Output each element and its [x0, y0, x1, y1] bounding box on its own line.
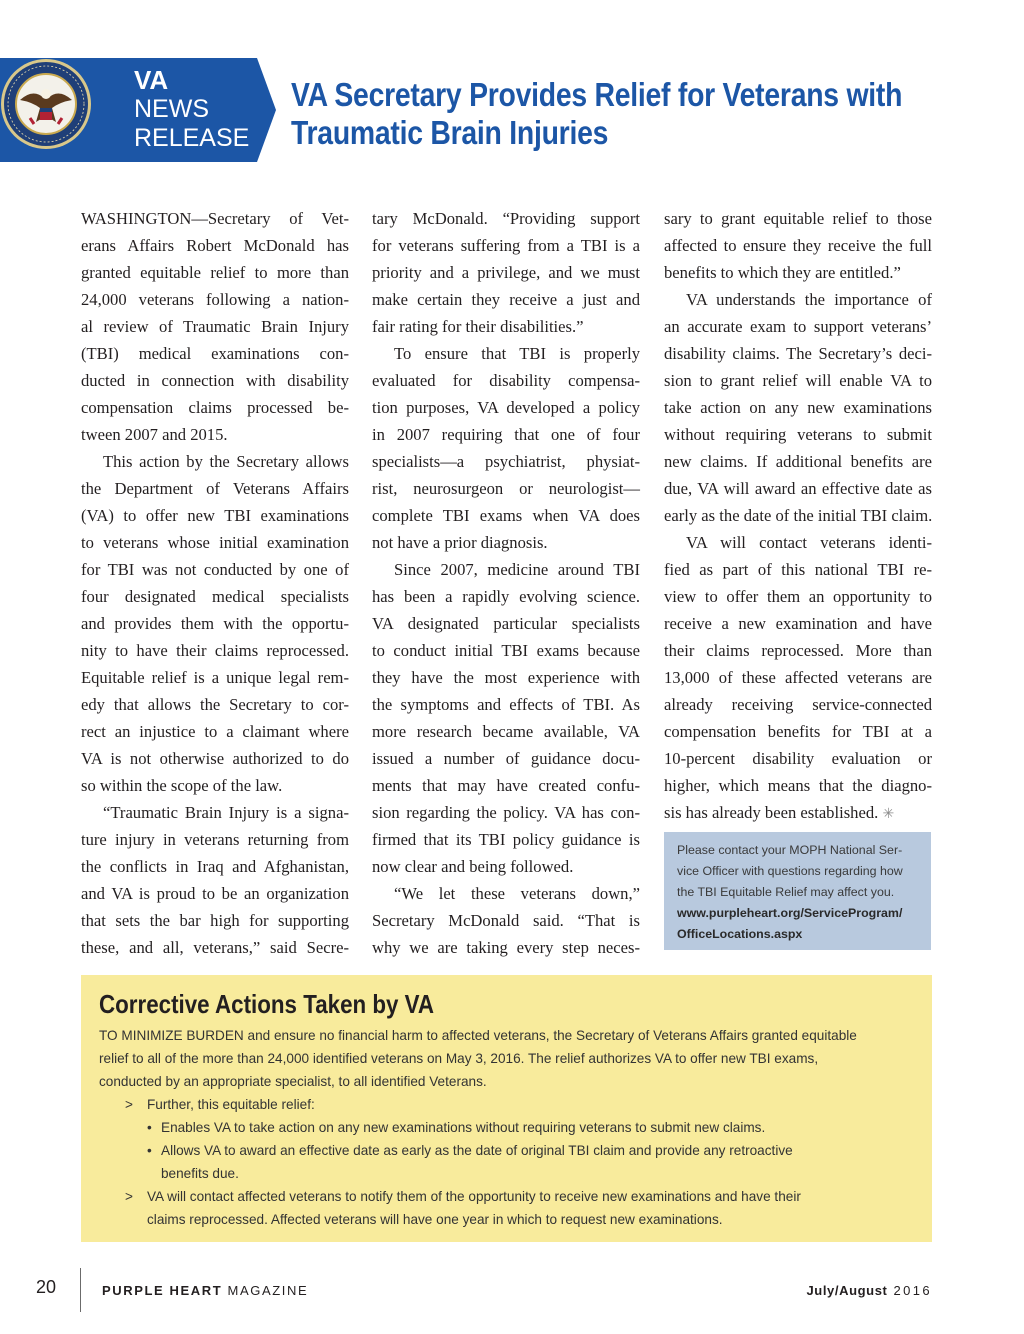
text-line: for TBI was not conducted by one of: [81, 560, 349, 579]
intro-line: relief to all of the more than 24,000 identified veterans on May 3, 2016. The relief authorizes VA to offer new TBI exams,: [99, 1051, 819, 1066]
text-line: firmed that its TBI policy guidance is: [372, 830, 640, 849]
text-line: they have the most experience with: [372, 668, 640, 687]
contact-line: Please contact your MOPH National Ser-: [677, 843, 903, 857]
text-line: tary McDonald. “Providing support: [372, 209, 640, 228]
magazine-name-rest: MAGAZINE: [222, 1283, 309, 1298]
page-title: [291, 76, 903, 152]
news-release-label: [134, 66, 249, 153]
text-line: why we are taking every step neces-: [372, 938, 640, 957]
list-item-text: VA will contact affected veterans to notify them of the opportunity to receive new examinations and have their: [147, 1189, 801, 1204]
text-line: evaluated for disability compensa-: [372, 371, 640, 390]
text-line: to conduct initial TBI exams because: [372, 641, 640, 660]
sub-item-text: Allows VA to award an effective date as early as the date of original TBI claim and provide any retroactive: [161, 1143, 793, 1158]
news-release-banner: [0, 58, 276, 162]
text-line: complete TBI exams when VA does: [372, 506, 640, 525]
corrective-title: Corrective Actions Taken by VA: [99, 989, 435, 1019]
bullet-icon: •: [147, 1143, 152, 1158]
text-line: VA is not otherwise authorized to do: [81, 749, 349, 768]
text-line: al review of Traumatic Brain Injury: [81, 317, 349, 336]
article-column-1: [81, 205, 349, 961]
label-news: NEWS: [134, 95, 209, 123]
text-line: not have a prior diagnosis.: [372, 533, 548, 552]
text-line: and VA is proud to be an organization: [81, 884, 349, 903]
intro-line: conducted by an appropriate specialist, to all identified Veterans.: [99, 1074, 487, 1089]
text-line: (VA) to offer new TBI examinations: [81, 506, 349, 525]
text-line: ducted in connection with disability: [81, 371, 349, 390]
footer-divider: [80, 1268, 81, 1312]
list-item-text: Further, this equitable relief:: [147, 1097, 315, 1112]
text-line: has been a rapidly evolving science.: [372, 587, 640, 606]
text-line: issued a number of guidance docu-: [372, 749, 640, 768]
text-line: the symptoms and effects of TBI. As: [372, 695, 640, 714]
sub-list-item: [99, 1139, 919, 1162]
text-line: compensation benefits for TBI at a: [664, 722, 932, 741]
text-line: that sets the bar high for supporting: [81, 911, 349, 930]
final-sentence: sis has already been established.: [664, 803, 879, 822]
text-line: rect an injustice to a claimant where: [81, 722, 349, 741]
arrow-icon: >: [125, 1189, 133, 1204]
label-va: VA: [134, 65, 169, 95]
text-line: (TBI) medical examinations con-: [81, 344, 349, 363]
text-line: 13,000 of these affected veterans are: [664, 668, 932, 687]
text-line: specialists—a psychiatrist, physiat-: [372, 452, 640, 471]
text-line: tion purposes, VA developed a policy: [372, 398, 640, 417]
text-line: edy that allows the Secretary to cor-: [81, 695, 349, 714]
text-line: new claims. If additional benefits are: [664, 452, 932, 471]
text-line: 24,000 veterans following a nation-: [81, 290, 349, 309]
text-line: the conflicts in Iraq and Afghanistan,: [81, 857, 349, 876]
text-line: compensation claims processed be-: [81, 398, 349, 417]
text-line: now clear and being followed.: [372, 857, 574, 876]
text-line: “We let these veterans down,”: [394, 884, 640, 903]
text-line: benefits to which they are entitled.”: [664, 263, 901, 282]
text-line: To ensure that TBI is properly: [394, 344, 640, 363]
text-line: affected to ensure they receive the full: [664, 236, 932, 255]
text-line: to veterans whose initial examination: [81, 533, 349, 552]
text-line: without requiring veterans to submit: [664, 425, 932, 444]
text-line: 10-percent disability evaluation or: [664, 749, 932, 768]
text-line: ture injury in veterans returning from: [81, 830, 349, 849]
text-line: four designated medical specialists: [81, 587, 349, 606]
text-line: VA understands the importance of: [686, 290, 932, 309]
text-line: sion to grant relief will enable VA to: [664, 371, 932, 390]
text-line-final: [664, 799, 932, 826]
text-line: This action by the Secretary allows: [103, 452, 349, 471]
contact-link[interactable]: www.purpleheart.org/ServiceProgram/: [677, 906, 903, 920]
text-line: fair rating for their disabilities.”: [372, 317, 584, 336]
va-seal-icon: [0, 58, 92, 150]
title-line-1: VA Secretary Provides Relief for Veterans with: [291, 76, 903, 113]
text-line: an accurate exam to support veterans’: [664, 317, 932, 336]
sub-item-continuation: benefits due.: [161, 1166, 239, 1181]
text-line: erans Affairs Robert McDonald has: [81, 236, 349, 255]
issue-date: [806, 1283, 932, 1298]
text-line: early as the date of the initial TBI claim.: [664, 506, 933, 525]
magazine-name-bold: PURPLE HEART: [102, 1283, 223, 1298]
article-column-2: [372, 205, 640, 961]
issue-year: 2016: [887, 1283, 932, 1298]
text-line: fied as part of this national TBI re-: [664, 560, 932, 579]
text-line: VA will contact veterans identi-: [686, 533, 932, 552]
text-line: ments that may have created confu-: [372, 776, 640, 795]
corrective-body: [99, 1024, 919, 1231]
article-column-3: [664, 205, 932, 826]
text-line: the Department of Veterans Affairs: [81, 479, 349, 498]
text-line: VA designated particular specialists: [372, 614, 640, 633]
text-line: take action on any new examinations: [664, 398, 932, 417]
issue-months: July/August: [806, 1283, 888, 1298]
text-line: nity to have their claims reprocessed.: [81, 641, 349, 660]
contact-link[interactable]: OfficeLocations.aspx: [677, 927, 803, 941]
text-line: higher, which means that the diagno-: [664, 776, 932, 795]
text-line: Since 2007, medicine around TBI: [394, 560, 640, 579]
magazine-name: [102, 1283, 308, 1298]
text-line: these, and all, veterans,” said Secre-: [81, 938, 349, 957]
text-line: in 2007 requiring that one of four: [372, 425, 640, 444]
text-line: disability claims. The Secretary’s deci-: [664, 344, 932, 363]
text-line: sion regarding the policy. VA has con-: [372, 803, 640, 822]
intro-line: TO MINIMIZE BURDEN and ensure no financial harm to affected veterans, the Secretary of Veterans Affairs granted equitable: [99, 1028, 857, 1043]
text-line: more research became available, VA: [372, 722, 640, 741]
text-line: view to offer them an opportunity to: [664, 587, 932, 606]
page-number: 20: [36, 1277, 57, 1297]
text-line: make certain they receive a just and: [372, 290, 640, 309]
list-item-continuation: claims reprocessed. Affected veterans will have one year in which to request new examinations.: [147, 1212, 723, 1227]
corrective-actions-box: [81, 975, 932, 1242]
arrow-icon: >: [125, 1097, 133, 1112]
sub-list-item: [99, 1116, 919, 1139]
list-item: [99, 1093, 919, 1116]
text-line: tween 2007 and 2015.: [81, 425, 228, 444]
text-line: rist, neurosurgeon or neurologist—: [372, 479, 640, 498]
text-line: Equitable relief is a unique legal rem-: [81, 668, 349, 687]
end-mark-icon: ✳: [882, 807, 895, 822]
text-line: Secretary McDonald said. “That is: [372, 911, 640, 930]
contact-line: the TBI Equitable Relief may affect you.: [677, 885, 895, 899]
contact-line: vice Officer with questions regarding how: [677, 864, 903, 878]
text-line: “Traumatic Brain Injury is a signa-: [103, 803, 349, 822]
text-line: and provides them with the opportu-: [81, 614, 349, 633]
bullet-icon: •: [147, 1120, 152, 1135]
contact-box: [664, 832, 931, 950]
text-line: granted equitable relief to more than: [81, 263, 349, 282]
label-release: RELEASE: [134, 124, 250, 152]
list-item: [99, 1185, 919, 1208]
text-line: due, VA will award an effective date as: [664, 479, 932, 498]
text-line: WASHINGTON—Secretary of Vet-: [81, 209, 349, 228]
text-line: receive a new examination and have: [664, 614, 932, 633]
text-line: for veterans suffering from a TBI is a: [372, 236, 640, 255]
text-line: priority and a privilege, and we must: [372, 263, 640, 282]
text-line: sary to grant equitable relief to those: [664, 209, 932, 228]
text-line: so within the scope of the law.: [81, 776, 283, 795]
text-line: their claims reprocessed. More than: [664, 641, 932, 660]
title-line-2: Traumatic Brain Injuries: [291, 114, 609, 151]
text-line: already receiving service-connected: [664, 695, 932, 714]
sub-item-text: Enables VA to take action on any new examinations without requiring veterans to submit new claims.: [161, 1120, 766, 1135]
